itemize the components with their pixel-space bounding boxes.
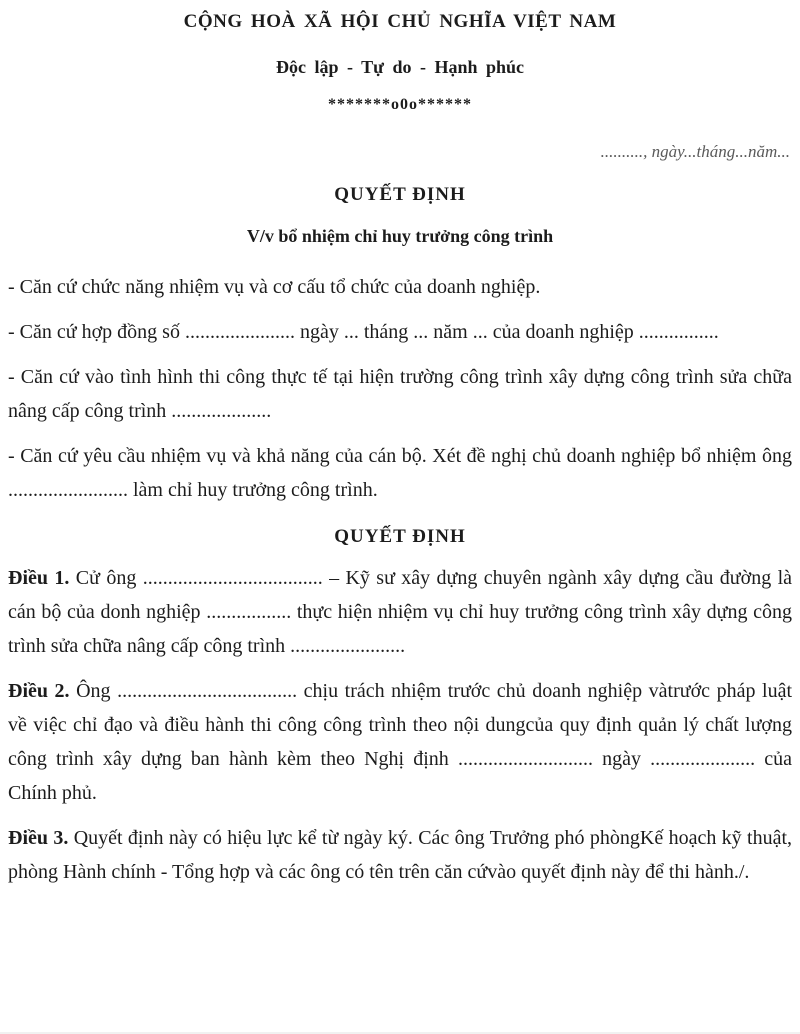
article-paragraph [8,821,792,889]
article-label: Điều 3. [8,827,69,849]
article-label: Điều 2. [8,680,70,702]
article-paragraph [8,674,792,810]
article-text: Quyết định này có hiệu lực kể từ ngày ký. Các ông Trưởng phó phòngKế hoạch kỹ thuật, phòng Hành chính - Tổng hợp và các ông có tên trên căn cứvào quyết định này để thi hành./. [8,827,793,883]
preamble-paragraph: - Căn cứ yêu cầu nhiệm vụ và khả năng của cán bộ. Xét đề nghị chủ doanh nghiệp bổ nhiệm ông ........................ làm chỉ huy trưởng công trình. [8,445,792,501]
decision-heading: QUYẾT ĐỊNH [334,526,466,547]
decision-subject: V/v bổ nhiệm chỉ huy trưởng công trình [246,226,554,246]
national-title: CỘNG HOÀ XÃ HỘI CHỦ NGHĨA VIỆT NAM [183,11,617,32]
preamble-paragraph: - Căn cứ hợp đồng số ...................... ngày ... tháng ... năm ... của doanh nghiệp ................ [8,321,719,343]
article-text: Cử ông .................................... – Kỹ sư xây dựng chuyên ngành xây dựng cầu đường là cán bộ của donh nghiệp ................. thực hiện nhiệm vụ chỉ huy trưởng công trình xây dựng công trình sửa chữa nâng cấp công trình ....................... [8,567,793,657]
header-separator: *******o0o****** [328,96,472,113]
preamble-paragraph: - Căn cứ chức năng nhiệm vụ và cơ cấu tổ chức của doanh nghiệp. [8,276,541,298]
article-paragraph [8,561,792,663]
date-line: .........., ngày...tháng...năm... [600,142,790,161]
preamble-paragraph: - Căn cứ vào tình hình thi công thực tế tại hiện trường công trình xây dựng công trình sửa chữa nâng cấp công trình .................... [8,366,792,422]
decision-title: QUYẾT ĐỊNH [334,184,466,205]
article-label: Điều 1. [8,567,70,589]
article-text: Ông .................................... chịu trách nhiệm trước chủ doanh nghiệp vàtrước pháp luật về việc chỉ đạo và điều hành thi công công trình theo nội dungcủa quy định quản lý chất lượng công trình xây dựng ban hành kèm theo Nghị định ........................... ngày ..................... của Chính phủ. [8,680,793,804]
document-body [8,270,792,889]
national-motto: Độc lập - Tự do - Hạnh phúc [275,57,525,77]
